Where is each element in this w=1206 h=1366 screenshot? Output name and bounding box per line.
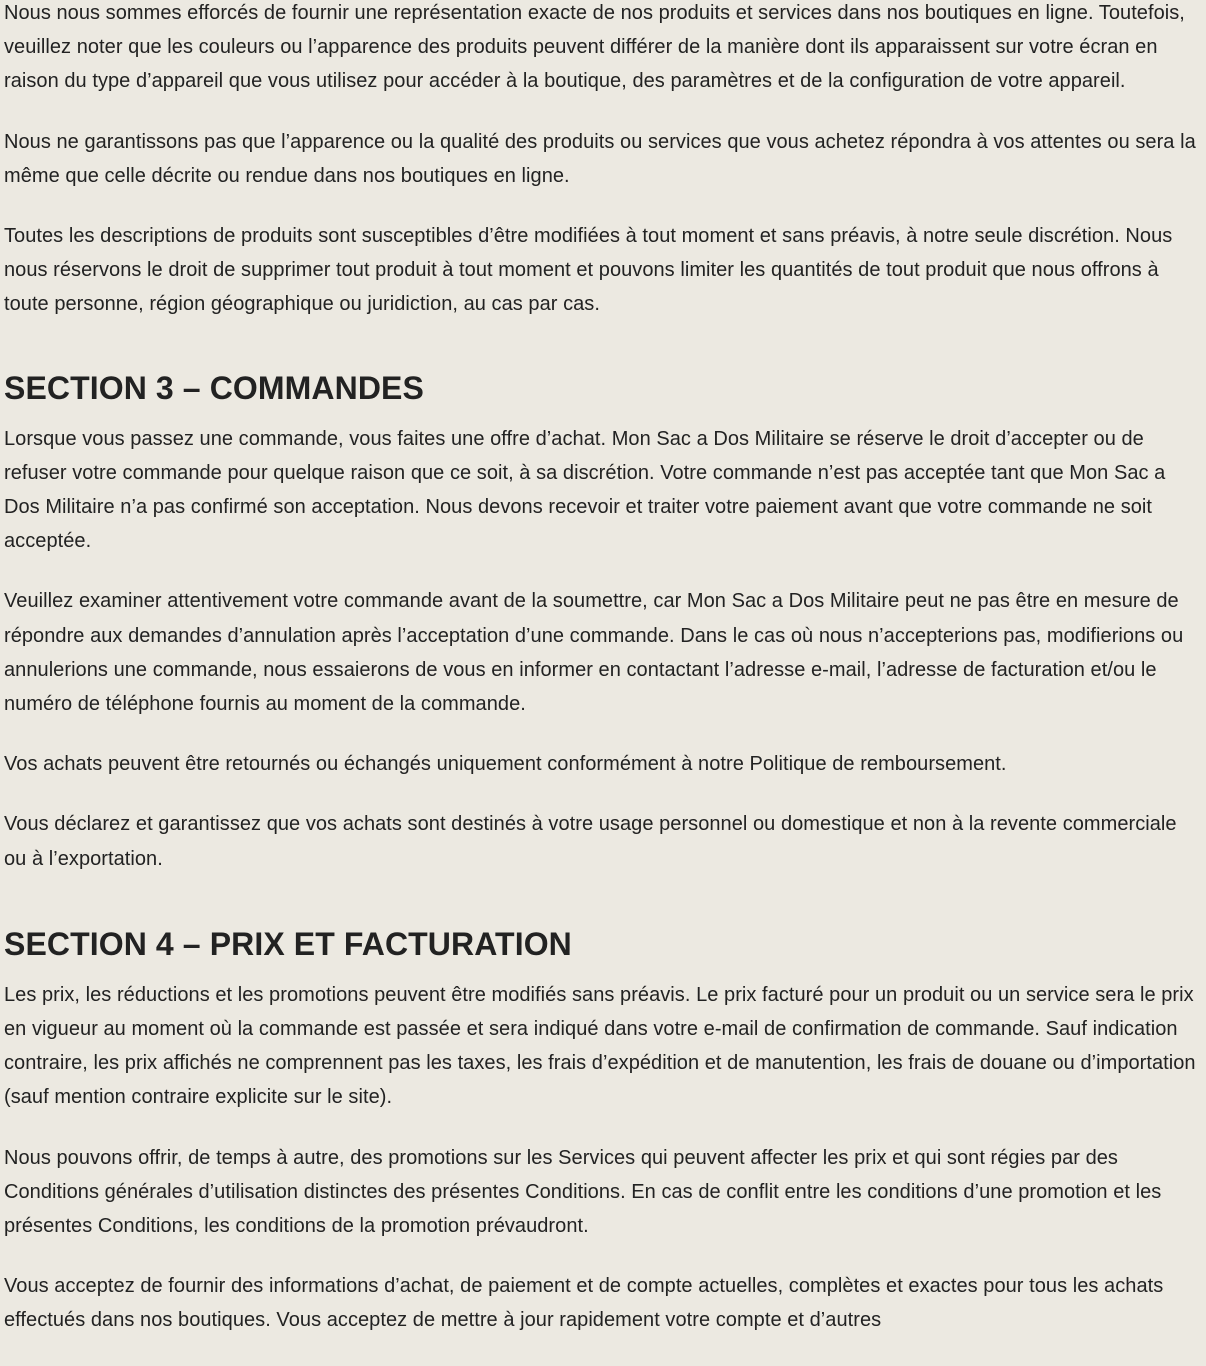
section-4: [4, 924, 1202, 1338]
section-heading: SECTION 3 – COMMANDES: [4, 369, 424, 406]
paragraph: Toutes les descriptions de produits sont susceptibles d’être modifiées à tout moment et sans préavis, à notre seule discrétion. Nous nous réservons le droit de supprimer tout produit à tout moment et pouvons limiter les quantités de tout produit que nous offrons à toute personne, région géographique ou juridiction, au cas par cas.: [4, 225, 1173, 316]
paragraph: Veuillez examiner attentivement votre commande avant de la soumettre, car Mon Sac a Dos Militaire peut ne pas être en mesure de répondre aux demandes d’annulation après l’acceptation d’une commande. Dans le cas où nous n’accepterions pas, modifierions ou annulerions une commande, nous essaierons de vous en informer en contactant l’adresse e-mail, l’adresse de facturation et/ou le numéro de téléphone fournis au moment de la commande.: [4, 590, 1184, 716]
paragraph: Nous ne garantissons pas que l’apparence ou la qualité des produits ou services que vous achetez répondra à vos attentes ou sera la même que celle décrite ou rendue dans nos boutiques en ligne.: [4, 130, 1196, 187]
paragraph: Vous acceptez de fournir des informations d’achat, de paiement et de compte actuelles, complètes et exactes pour tous les achats effectués dans nos boutiques. Vous acceptez de mettre à jour rapidement votre compte et d’autres: [4, 1275, 1164, 1332]
paragraph: Les prix, les réductions et les promotions peuvent être modifiés sans préavis. Le prix facturé pour un produit ou un service sera le prix en vigueur au moment où la commande est passée et sera indiqué dans votre e-mail de confirmation de commande. Sauf indication contraire, les prix affichés ne comprennent pas les taxes, les frais d’expédition et de manutention, les frais de douane ou d’importation (sauf mention contraire explicite sur le site).: [4, 983, 1196, 1109]
paragraph: Nous pouvons offrir, de temps à autre, des promotions sur les Services qui peuvent affecter les prix et qui sont régies par des Conditions générales d’utilisation distinctes des présentes Conditions. En cas de conflit entre les conditions d’une promotion et les présentes Conditions, les conditions de la promotion prévaudront.: [4, 1146, 1162, 1238]
section-3: [4, 368, 1202, 876]
paragraph: Lorsque vous passez une commande, vous faites une offre d’achat. Mon Sac a Dos Militaire se réserve le droit d’accepter ou de refuser votre commande pour quelque raison que ce soit, à sa discrétion. Votre commande n’est pas acceptée tant que Mon Sac a Dos Militaire n’a pas confirmé son acceptation. Nous devons recevoir et traiter votre paiement avant que votre commande ne soit acceptée.: [4, 427, 1166, 553]
section-heading: SECTION 4 – PRIX ET FACTURATION: [4, 925, 572, 962]
paragraph: Vos achats peuvent être retournés ou échangés uniquement conformément à notre Politique de remboursement.: [4, 753, 1007, 776]
paragraph: Nous nous sommes efforcés de fournir une représentation exacte de nos produits et services dans nos boutiques en ligne. Toutefois, veuillez noter que les couleurs ou l’apparence des produits peuvent différer de la manière dont ils apparaissent sur votre écran en raison du type d’appareil que vous utilisez pour accéder à la boutique, des paramètres et de la configuration de votre appareil.: [4, 2, 1185, 93]
section-2-tail: [4, 0, 1202, 322]
paragraph: Vous déclarez et garantissez que vos achats sont destinés à votre usage personnel ou domestique et non à la revente commerciale ou à l’exportation.: [4, 813, 1177, 870]
